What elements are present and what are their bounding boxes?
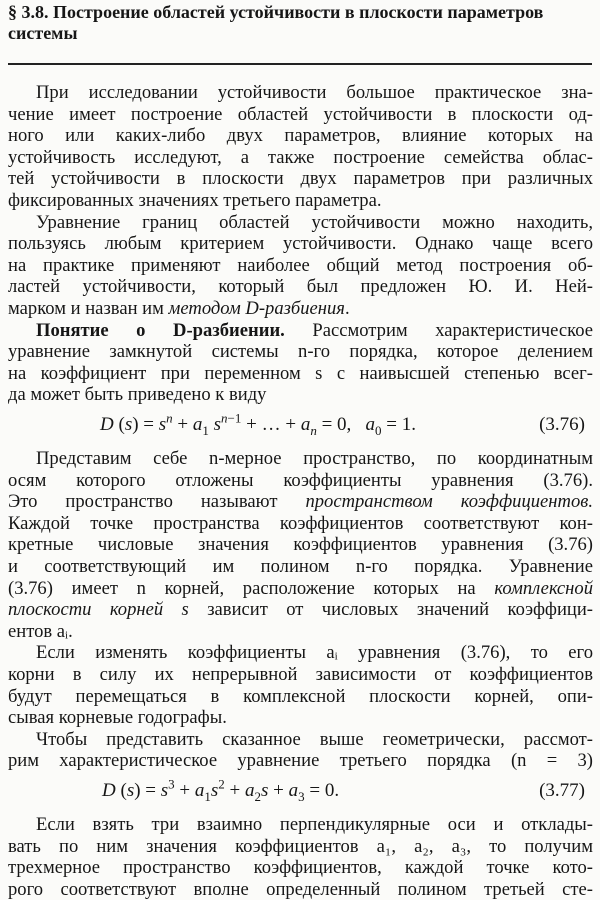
text-line	[36, 320, 593, 342]
text-line: Если изменять коэффициенты aᵢ уравнения (3.76), то его	[36, 642, 593, 664]
equation-3-76	[8, 411, 593, 439]
text-line: и соответствующий им полином n-го порядка. Уравнение	[8, 556, 593, 577]
text-line: на коэффициент при переменном s с наивысшей степенью всег-	[8, 362, 593, 384]
text-line	[8, 298, 593, 320]
text-line: устойчивость исследуют, а также построение семейства облас-	[8, 146, 593, 168]
text-line: ентов aᵢ.	[8, 620, 73, 642]
text-line: да может быть приведено к виду	[8, 384, 267, 406]
text-line: Чтобы представить сказанное выше геометрически, рассмот-	[36, 728, 593, 750]
text-line: ного или каких-либо двух параметров, влияние которых на	[8, 125, 593, 147]
text-line: При исследовании устойчивости большое практическое зна-	[36, 82, 593, 103]
section-title: § 3.8. Построение областей устойчивости в плоскости параметров системы	[8, 2, 544, 43]
text-line	[8, 491, 593, 513]
text-line: Каждой точке пространства коэффициентов соответствуют кон-	[8, 512, 593, 534]
text-run: Это пространство называют	[8, 491, 278, 513]
text-line: Уравнение границ областей устойчивости можно находить,	[36, 211, 593, 233]
equation-number: (3.77)	[539, 780, 585, 801]
text-run: Рассмотрим характеристическое	[312, 319, 593, 341]
text-run: (3.76) имеет n корней, расположение которых на	[8, 577, 476, 599]
equation-formula: D $(s) = s^n + a_1$ $s^{n-1}$ + … + $a_n = 0$, $a_0 = 1$.	[100, 410, 417, 438]
text-line	[8, 578, 593, 600]
text-line	[8, 599, 593, 621]
text-line: пользуясь любым критерием устойчивости. Однако чаще всего	[8, 233, 593, 255]
text-line: осям которого отложены коэффициенты уравнения (3.76).	[8, 469, 593, 491]
text-run: марком и назван им	[8, 298, 164, 319]
term-d-partition: методом D-разбиения	[168, 298, 345, 319]
text-line: рим характеристическое уравнение третьего порядка (n = 3)	[8, 750, 593, 772]
text-run: зависит от числовых значений коэффици-	[207, 599, 593, 621]
title-divider	[8, 63, 592, 65]
text-line: уравнение замкнутой системы n-го порядка, которое делением	[8, 341, 593, 363]
text-line: трехмерное пространство коэффициентов, каждой точке кото-	[8, 857, 593, 879]
text-line: ластей устойчивости, который был предложен Ю. И. Ней-	[8, 276, 593, 298]
equation-formula: D $(s) = s^3 + a_1s^2 + a_2s + a_3 = 0$.	[102, 776, 340, 804]
text-line: кретные числовые значения коэффициентов уравнения (3.76)	[8, 534, 593, 556]
run-in-heading: Понятие о D-разбиении.	[36, 319, 285, 341]
text-line: чение имеет построение областей устойчивости в плоскости од-	[8, 103, 593, 125]
text-line: тей устойчивости в плоскости двух параметров при различных	[8, 168, 593, 190]
text-line: корни в силу их непрерывной зависимости от коэффициентов	[8, 664, 593, 685]
text-line: вать по ним значения коэффициентов a₁, a₂, a₃, то получим	[8, 835, 593, 857]
text-line: сывая корневые годографы.	[8, 707, 227, 729]
text-run: .	[344, 298, 350, 319]
term-coefficient-space: пространством коэффициентов.	[305, 491, 593, 513]
text-line: на практике применяют наиболее общий метод построения об-	[8, 254, 593, 276]
text-line: Представим себе n-мерное пространство, по координатным	[36, 448, 593, 469]
equation-number: (3.76)	[539, 414, 585, 435]
equation-3-77	[8, 777, 593, 805]
text-line: будут перемещаться в комплексной плоскости корней, опи-	[8, 685, 593, 707]
term-root-plane: плоскости корней s	[8, 599, 189, 621]
text-line: рого соответствуют вполне определенный полином третьей сте-	[8, 878, 593, 900]
term-complex: комплексной	[494, 577, 593, 599]
text-line: фиксированных значениях третьего параметра.	[8, 190, 382, 211]
text-line: Если взять три взаимно перпендикулярные оси и отклады-	[36, 814, 593, 835]
